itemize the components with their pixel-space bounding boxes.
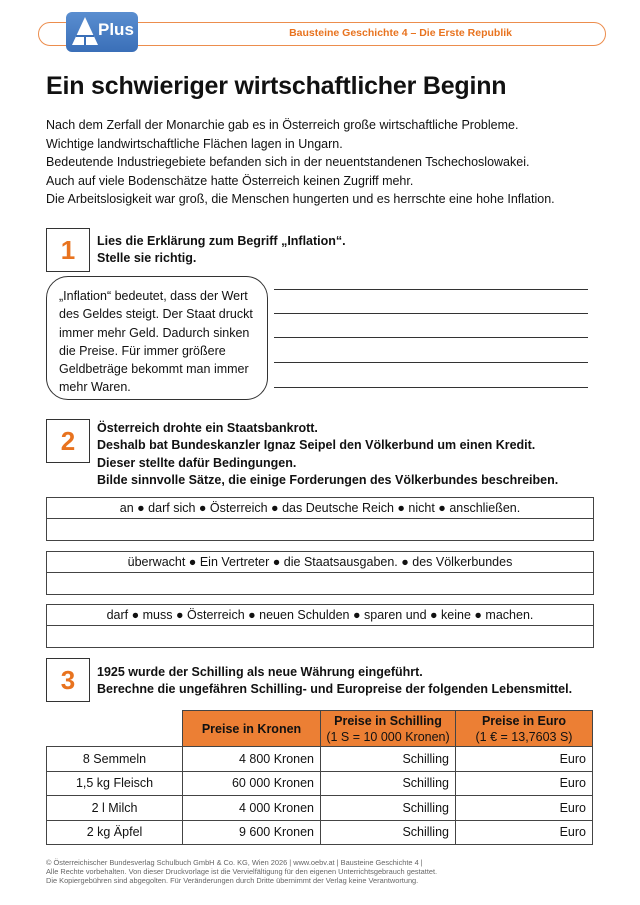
- kronen-cell: 4 800 Kronen: [183, 747, 321, 772]
- footer-line: Alle Rechte vorbehalten. Von dieser Druckvorlage ist die Vervielfältigung für den eigenen Unterrichtsgebrauch gestattet.: [46, 867, 438, 876]
- answer-line[interactable]: [274, 337, 588, 338]
- table-row: [47, 796, 593, 821]
- price-table: [46, 710, 593, 845]
- intro-line: Die Arbeitslosigkeit war groß, die Menschen hungerten und es herrschte eine hohe Inflation.: [46, 192, 555, 207]
- header-kronen: Preise in Kronen: [183, 711, 321, 747]
- instruction-line: Bilde sinnvolle Sätze, die einige Forderungen des Völkerbundes beschreiben.: [97, 473, 559, 488]
- sentence-box: [46, 497, 594, 541]
- header-schilling: [321, 711, 456, 747]
- instruction-line: Dieser stellte dafür Bedingungen.: [97, 455, 297, 470]
- kronen-cell: 9 600 Kronen: [183, 820, 321, 845]
- sentence-box: [46, 551, 594, 595]
- schilling-cell[interactable]: Schilling: [321, 820, 456, 845]
- intro-line: Auch auf viele Bodenschätze hatte Österreich keinen Zugriff mehr.: [46, 173, 414, 188]
- word-set: an ● darf sich ● Österreich ● das Deutsche Reich ● nicht ● anschließen.: [47, 498, 593, 519]
- header-schilling-label: Preise in Schilling: [334, 713, 442, 728]
- schilling-cell[interactable]: Schilling: [321, 796, 456, 821]
- header-euro: [456, 711, 593, 747]
- word-set: überwacht ● Ein Vertreter ● die Staatsausgaben. ● des Völkerbundes: [47, 552, 593, 573]
- header-euro-rate: (1 € = 13,7603 S): [475, 729, 573, 744]
- task-1-instructions: [97, 233, 346, 268]
- page-title: Ein schwieriger wirtschaftlicher Beginn: [46, 72, 507, 100]
- task-3-number: 3: [46, 658, 90, 702]
- instruction-line: Deshalb bat Bundeskanzler Ignaz Seipel den Völkerbund um einen Kredit.: [97, 438, 536, 453]
- intro-text: [46, 116, 606, 209]
- logo-text: Plus: [98, 20, 134, 39]
- instruction-line: 1925 wurde der Schilling als neue Währung eingeführt.: [97, 665, 423, 679]
- euro-cell[interactable]: Euro: [456, 796, 593, 821]
- triangle-logo-icon: [70, 15, 100, 49]
- intro-line: Nach dem Zerfall der Monarchie gab es in Österreich große wirtschaftliche Probleme.: [46, 118, 519, 132]
- empty-header-cell: [47, 711, 183, 747]
- footer-line: Die Kopiergebühren sind abgegolten. Für Veränderungen durch Dritte übernimmt der Verlag keine Verantwortung.: [46, 876, 419, 885]
- table-row: [47, 747, 593, 772]
- word-set: darf ● muss ● Österreich ● neuen Schulden ● sparen und ● keine ● machen.: [47, 605, 593, 626]
- instruction-line: Stelle sie richtig.: [97, 251, 197, 266]
- instruction-line: Berechne die ungefähren Schilling- und Europreise der folgenden Lebensmittel.: [97, 682, 573, 697]
- sentence-answer-field[interactable]: [47, 573, 593, 594]
- sentence-answer-field[interactable]: [47, 519, 593, 540]
- intro-line: Wichtige landwirtschaftliche Flächen lagen in Ungarn.: [46, 136, 343, 151]
- copyright-footer: [46, 858, 437, 885]
- kronen-cell: 60 000 Kronen: [183, 771, 321, 796]
- item-cell: 2 kg Äpfel: [47, 820, 183, 845]
- task-3-instructions: [97, 664, 572, 699]
- series-title: Bausteine Geschichte 4 – Die Erste Republik: [289, 27, 512, 39]
- table-row: [47, 771, 593, 796]
- intro-line: Bedeutende Industriegebiete befanden sich in der neuentstandenen Tschechoslowakei.: [46, 155, 530, 170]
- euro-cell[interactable]: Euro: [456, 820, 593, 845]
- task-2-number: 2: [46, 419, 90, 463]
- answer-line[interactable]: [274, 289, 588, 290]
- answer-line[interactable]: [274, 362, 588, 363]
- inflation-bubble: „Inflation“ bedeutet, dass der Wert des Geldes steigt. Der Staat druckt immer mehr Geld. Dadurch sinken die Preise. Für immer größere Geldbeträge bekommt man immer mehr Waren.: [46, 276, 268, 400]
- header-schilling-rate: (1 S = 10 000 Kronen): [326, 729, 450, 744]
- instruction-line: Österreich drohte ein Staatsbankrott.: [97, 421, 318, 435]
- schilling-cell[interactable]: Schilling: [321, 747, 456, 772]
- sentence-box: [46, 604, 594, 648]
- task-2-instructions: [97, 420, 558, 490]
- table-row: [47, 820, 593, 845]
- answer-line[interactable]: [274, 313, 588, 314]
- instruction-line: Lies die Erklärung zum Begriff „Inflation“.: [97, 234, 346, 248]
- answer-line[interactable]: [274, 387, 588, 388]
- item-cell: 8 Semmeln: [47, 747, 183, 772]
- item-cell: 1,5 kg Fleisch: [47, 771, 183, 796]
- publisher-logo: [66, 12, 138, 52]
- task-1-number: 1: [46, 228, 90, 272]
- euro-cell[interactable]: Euro: [456, 747, 593, 772]
- item-cell: 2 l Milch: [47, 796, 183, 821]
- table-header-row: [47, 711, 593, 747]
- sentence-answer-field[interactable]: [47, 626, 593, 647]
- kronen-cell: 4 000 Kronen: [183, 796, 321, 821]
- euro-cell[interactable]: Euro: [456, 771, 593, 796]
- header-euro-label: Preise in Euro: [481, 713, 567, 728]
- schilling-cell[interactable]: Schilling: [321, 771, 456, 796]
- footer-line: © Österreichischer Bundesverlag Schulbuch GmbH & Co. KG, Wien 2026 | www.oebv.at | Bausteine Geschichte 4 |: [46, 858, 423, 867]
